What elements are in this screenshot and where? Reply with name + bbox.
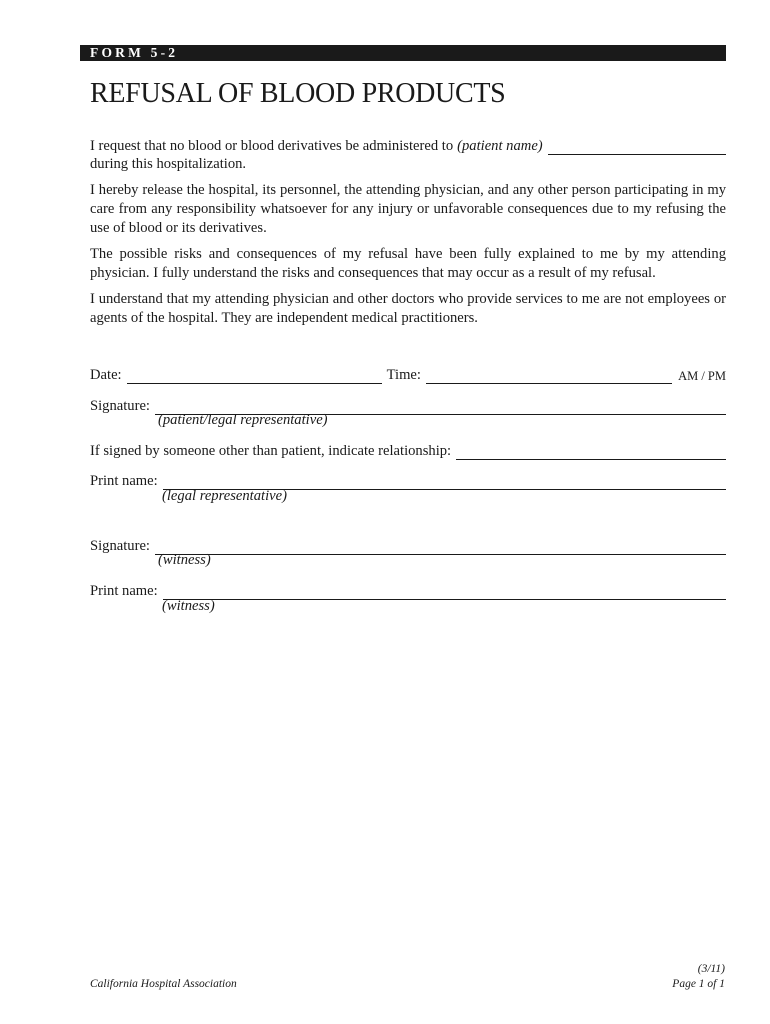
signature-label: Signature:	[90, 398, 150, 414]
date-time-row	[90, 364, 726, 384]
request-tail: during this hospitalization.	[90, 156, 247, 172]
patient-name-row	[90, 135, 726, 155]
risks-paragraph: The possible risks and consequences of my refusal have been fully explained to me by my attending physician. I fully understand the risks and consequences that may occur as a result of my refusal.	[90, 246, 726, 281]
page-title: REFUSAL OF BLOOD PRODUCTS	[90, 78, 506, 109]
witness-print-row	[90, 580, 726, 600]
request-text: I request that no blood or blood derivatives be administered to	[90, 138, 454, 154]
relationship-field[interactable]	[456, 445, 726, 460]
witness-print-field[interactable]	[163, 585, 726, 600]
form-number: FORM 5-2	[90, 45, 179, 60]
footer-page-number: Page 1 of 1	[672, 978, 725, 990]
print-name-sublabel: (legal representative)	[162, 488, 287, 504]
time-label: Time:	[386, 367, 421, 383]
form-number-bar	[80, 45, 726, 61]
print-name-label: Print name:	[90, 473, 158, 489]
footer-organization: California Hospital Association	[90, 978, 237, 990]
signature-sublabel: (patient/legal representative)	[158, 412, 328, 428]
witness-print-sublabel: (witness)	[162, 598, 215, 614]
release-paragraph: I hereby release the hospital, its personnel, the attending physician, and any other person participating in my care from any responsibility whatsoever for any injury or unfavorable consequences due to my refusing the use of blood or its derivatives.	[90, 182, 726, 236]
witness-print-label: Print name:	[90, 583, 158, 599]
witness-signature-label: Signature:	[90, 538, 150, 554]
relationship-label: If signed by someone other than patient, indicate relationship:	[90, 443, 452, 459]
date-label: Date:	[90, 367, 122, 383]
witness-signature-sublabel: (witness)	[158, 552, 211, 568]
print-name-row	[90, 470, 726, 490]
patient-name-label: (patient name)	[457, 138, 543, 154]
time-field[interactable]	[426, 369, 672, 384]
patient-name-field[interactable]	[548, 140, 726, 155]
footer-revision: (3/11)	[697, 963, 725, 975]
date-field[interactable]	[127, 369, 382, 384]
am-pm-indicator: AM / PM	[678, 369, 726, 383]
relationship-row	[90, 440, 726, 460]
independent-practitioners-paragraph: I understand that my attending physician and other doctors who provide services to me are not employees or agents of the hospital. They are independent medical practitioners.	[90, 291, 726, 326]
witness-signature-field[interactable]	[155, 540, 726, 555]
